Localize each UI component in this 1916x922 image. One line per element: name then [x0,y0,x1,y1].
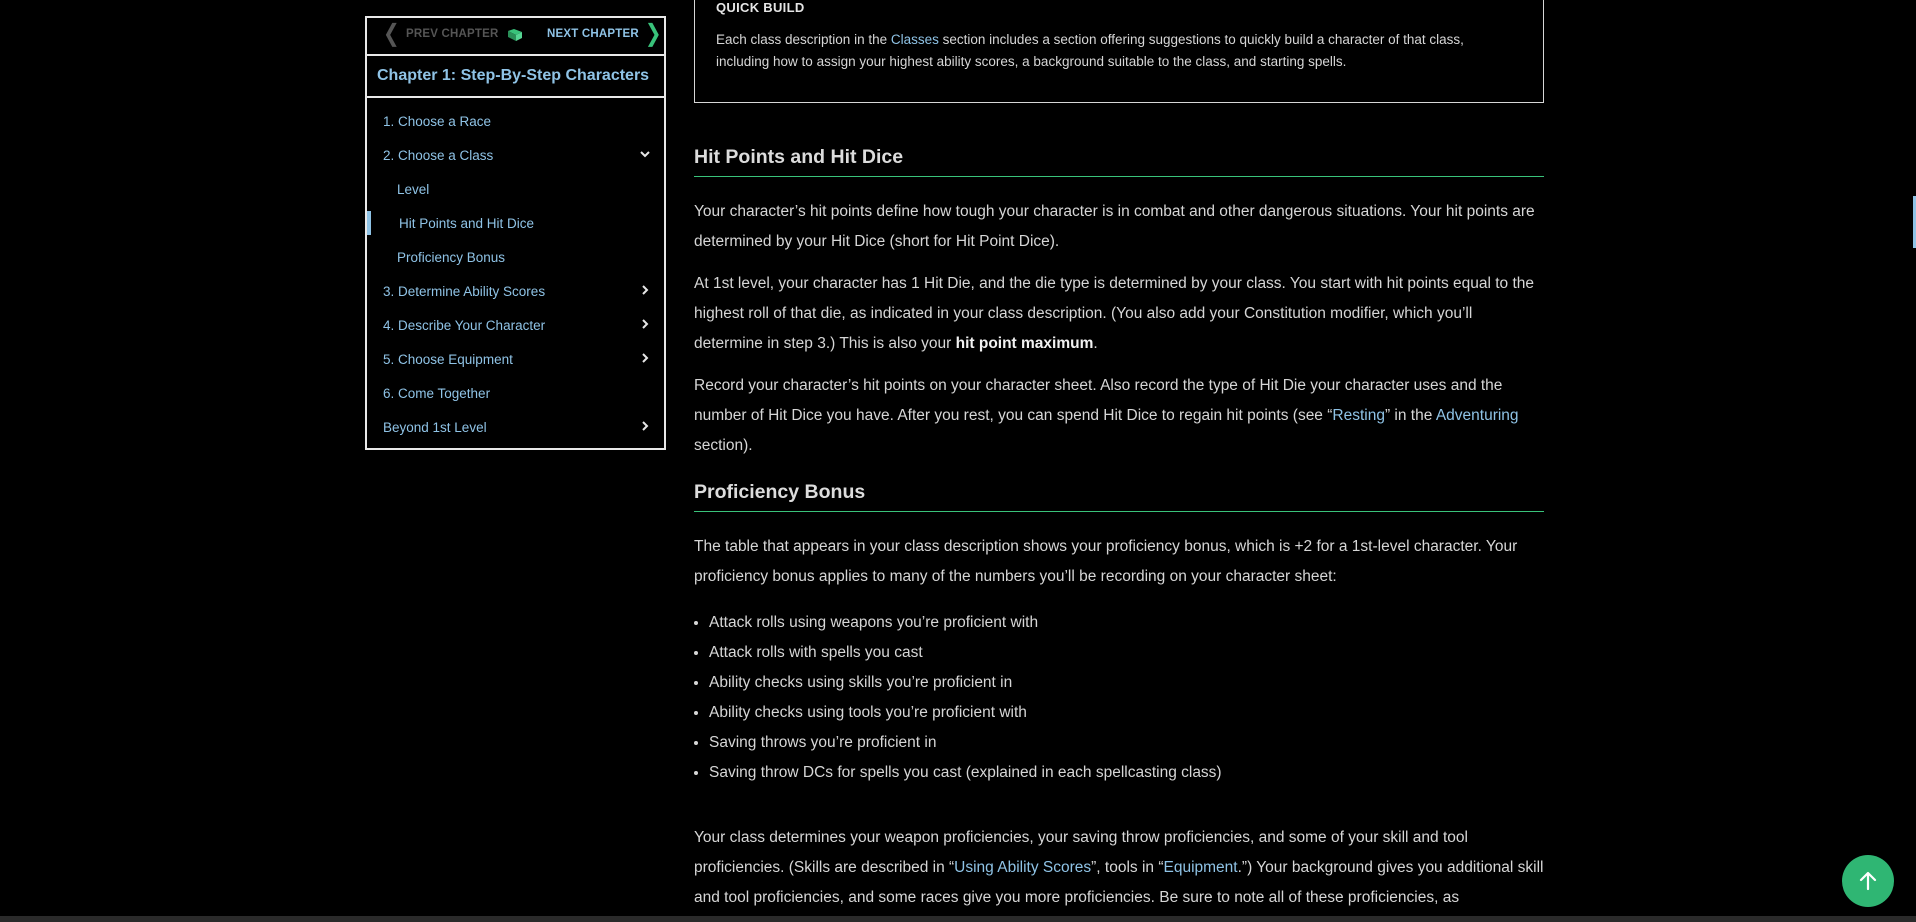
quick-build-text [716,29,1516,73]
toc-item-label: 4. Describe Your Character [383,317,546,333]
book-icon[interactable] [507,28,523,42]
proficiency-bullet-list [694,608,1222,788]
hit-points-p2-start: At 1st level, your character has 1 Hit Die, and the die type is determined by your class. You start with hit points equal to the highest roll of that die, as indicated in your class description. (You also add your Constitution modifier, which you’ll determine in step 3.) This is also your [694,275,1535,352]
hit-points-p3-start: Record your character’s hit points on your character sheet. Also record the type of Hit Die your character uses and the number of Hit Dice you have. After you rest, you can spend Hit Dice to regain hit points (see “ [694,377,1503,424]
toc-item-hit-points[interactable] [367,206,664,240]
chevron-left-icon: ❮ [383,20,400,48]
toc-item-choose-race[interactable] [367,104,664,138]
chevron-right-icon[interactable] [638,419,652,433]
quick-build-text-start: Each class description in the [716,32,891,47]
toc-item-proficiency-bonus[interactable] [367,240,664,274]
using-ability-scores-link[interactable]: Using Ability Scores [954,859,1092,876]
classes-link[interactable]: Classes [890,32,939,47]
toc-item-label: Beyond 1st Level [383,419,487,435]
chapter-sidebar [365,16,666,450]
quick-build-text-end: section includes a section offering suggestions to quickly build a character of that class, including how to assign your highest ability scores, a background suitable to the class, and starting spells. [716,32,1464,69]
prev-chapter-link[interactable] [383,20,499,48]
hit-points-p2-end: . [1093,335,1098,352]
table-of-contents [367,98,664,448]
hit-points-paragraph-1: Your character’s hit points define how tough your character is in combat and other dangerous situations. Your hit points are determined by your Hit Dice (short for Hit Point Dice). [694,203,1535,250]
list-item: • Attack rolls with spells you cast [709,638,1222,668]
list-item: • Ability checks using skills you’re proficient in [709,668,1222,698]
toc-item-label: Level [397,181,430,197]
arrow-up-icon [1857,870,1879,892]
next-chapter-label: NEXT CHAPTER [547,28,639,40]
hit-points-paragraph-3 [694,371,1544,461]
list-item: • Saving throws you’re proficient in [709,728,1222,758]
hit-points-paragraph-2 [694,269,1544,359]
toc-item-choose-equipment[interactable] [367,342,664,376]
chevron-right-icon[interactable] [638,283,652,297]
list-item: • Ability checks using tools you’re proficient with [709,698,1222,728]
quick-build-title: QUICK BUILD [716,0,805,15]
prev-chapter-label: PREV CHAPTER [405,28,499,40]
next-chapter-link[interactable] [547,20,662,48]
horizontal-scrollbar[interactable] [0,916,1916,922]
adventuring-link[interactable]: Adventuring [1435,407,1519,424]
chevron-down-icon[interactable] [638,147,652,161]
chevron-right-icon[interactable] [638,351,652,365]
hit-point-maximum-term: hit point maximum [955,335,1094,352]
toc-item-label: 1. Choose a Race [383,113,492,129]
resting-link[interactable]: Resting [1332,407,1385,424]
toc-item-label: 3. Determine Ability Scores [383,283,546,299]
toc-item-label: Hit Points and Hit Dice [399,215,535,231]
toc-item-label: Proficiency Bonus [397,249,506,265]
proficiency-paragraph-1: The table that appears in your class description shows your proficiency bonus, which is +2 for a 1st-level character. Your proficiency bonus applies to many of the numbers you’ll be recording on your character sheet: [694,538,1518,585]
equipment-link[interactable]: Equipment [1163,859,1238,876]
chapter-navigation [367,18,664,56]
proficiency-p2-start: Your class determines your weapon proficiencies, your saving throw proficiencies, and some of your skill and tool proficiencies. (Skills are described in “ [694,829,1468,876]
proficiency-p2-mid: ”, tools in “ [1091,859,1164,876]
proficiency-paragraph-2 [694,823,1544,913]
hit-points-p3-mid: ” in the [1384,407,1436,424]
toc-item-level[interactable] [367,172,664,206]
hit-points-p3-end: section). [694,437,753,454]
toc-item-come-together[interactable] [367,376,664,410]
toc-item-label: 2. Choose a Class [383,147,494,163]
proficiency-p2-end: .”) Your background gives you additional skill and tool proficiencies, and some races give you more proficiencies. Be sure to note all of these proficiencies, as [694,859,1544,906]
chevron-right-icon: ❯ [644,20,662,48]
list-item: • Attack rolls using weapons you’re proficient with [709,608,1222,638]
hit-points-heading: Hit Points and Hit Dice [694,146,1544,177]
toc-item-ability-scores[interactable] [367,274,664,308]
toc-item-label: 5. Choose Equipment [383,351,513,367]
chapter-title[interactable]: Chapter 1: Step-By-Step Characters [367,56,664,98]
proficiency-bonus-heading: Proficiency Bonus [694,481,1544,512]
back-to-top-button[interactable] [1842,855,1894,907]
list-item: • Saving throw DCs for spells you cast (explained in each spellcasting class) [709,758,1222,788]
toc-item-beyond-first-level[interactable] [367,410,664,444]
quick-build-box [694,0,1544,103]
chevron-right-icon[interactable] [638,317,652,331]
toc-item-describe-character[interactable] [367,308,664,342]
toc-item-label: 6. Come Together [383,385,491,401]
toc-item-choose-class[interactable] [367,138,664,172]
